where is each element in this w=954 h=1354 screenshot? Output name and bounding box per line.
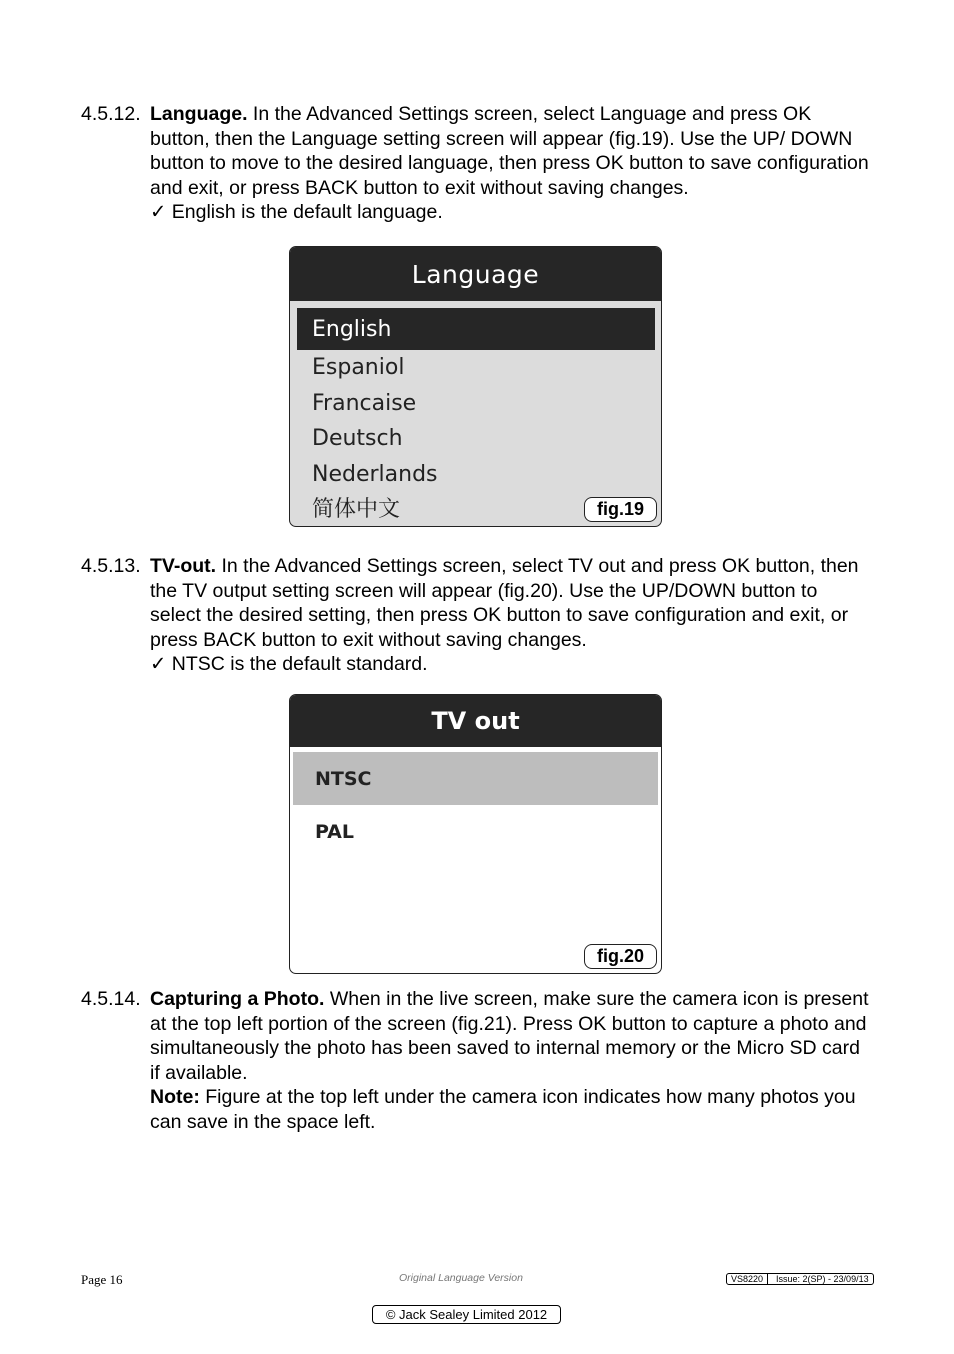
note-text: Figure at the top left under the camera icon indicates how many photos you can save in the space left. (150, 1086, 856, 1133)
language-option-francaise: Francaise (312, 390, 417, 416)
section-paragraph (150, 987, 871, 1085)
section-paragraph (150, 102, 871, 200)
figure-label: fig.19 (584, 497, 657, 522)
section-text: In the Advanced Settings screen, select Language and press OK button, then the Language setting screen will appear (fig.19). Use the UP/ DOWN button to move to the desired language, then press OK button to save configuration and exit, or press BACK button to exit without saving changes. (150, 103, 869, 199)
issue-info: Issue: 2(SP) - 23/09/13 (767, 1274, 873, 1284)
page-number: Page 16 (81, 1272, 123, 1287)
copyright: © Jack Sealey Limited 2012 (372, 1305, 561, 1324)
original-language-note: Original Language Version (399, 1272, 523, 1284)
note-label: Note: (150, 1086, 200, 1108)
tv-out-screen-figure (289, 694, 662, 974)
model-issue-box (726, 1273, 874, 1285)
section-number: 4.5.13. (81, 555, 141, 577)
section-text: When in the live screen, make sure the camera icon is present at the top left portion of the screen (fig.21). Press OK button to capture a photo and simultaneously the photo has been saved to internal memory or the Micro SD card if available. (150, 988, 869, 1084)
screen-title: Language (290, 247, 661, 301)
section-heading: TV-out. (150, 555, 217, 577)
language-option-espaniol: Espaniol (312, 355, 405, 380)
section-text: In the Advanced Settings screen, select TV out and press OK button, then the TV output setting screen will appear (fig.20). Use the UP/DOWN button to select the desired setting, then press OK button to save configuration and exit, or press BACK button to exit without saving changes. (150, 555, 859, 651)
note-paragraph (150, 1085, 871, 1134)
section-capturing-photo (81, 987, 871, 1134)
language-option-chinese: 简体中文 (312, 497, 401, 522)
section-paragraph (150, 554, 871, 652)
tv-standard-list (290, 747, 661, 861)
language-option-deutsch: Deutsch (312, 426, 403, 451)
section-language (81, 102, 871, 225)
default-note: ✓ NTSC is the default standard. (150, 653, 428, 675)
tv-option-pal: PAL (315, 821, 354, 843)
screen-title: TV out (290, 695, 661, 747)
section-heading: Capturing a Photo. (150, 988, 325, 1010)
tv-option-ntsc: NTSC (293, 752, 658, 805)
language-option-english: English (297, 308, 655, 350)
section-number: 4.5.12. (81, 103, 141, 125)
figure-label: fig.20 (584, 944, 657, 969)
language-option-nederlands: Nederlands (312, 461, 438, 487)
section-number: 4.5.14. (81, 988, 141, 1010)
language-screen-figure (289, 246, 662, 527)
section-heading: Language. (150, 103, 248, 125)
section-tv-out (81, 554, 871, 677)
default-note: ✓ English is the default language. (150, 201, 443, 223)
model-code: VS8220 (731, 1274, 764, 1284)
language-list (290, 301, 661, 527)
